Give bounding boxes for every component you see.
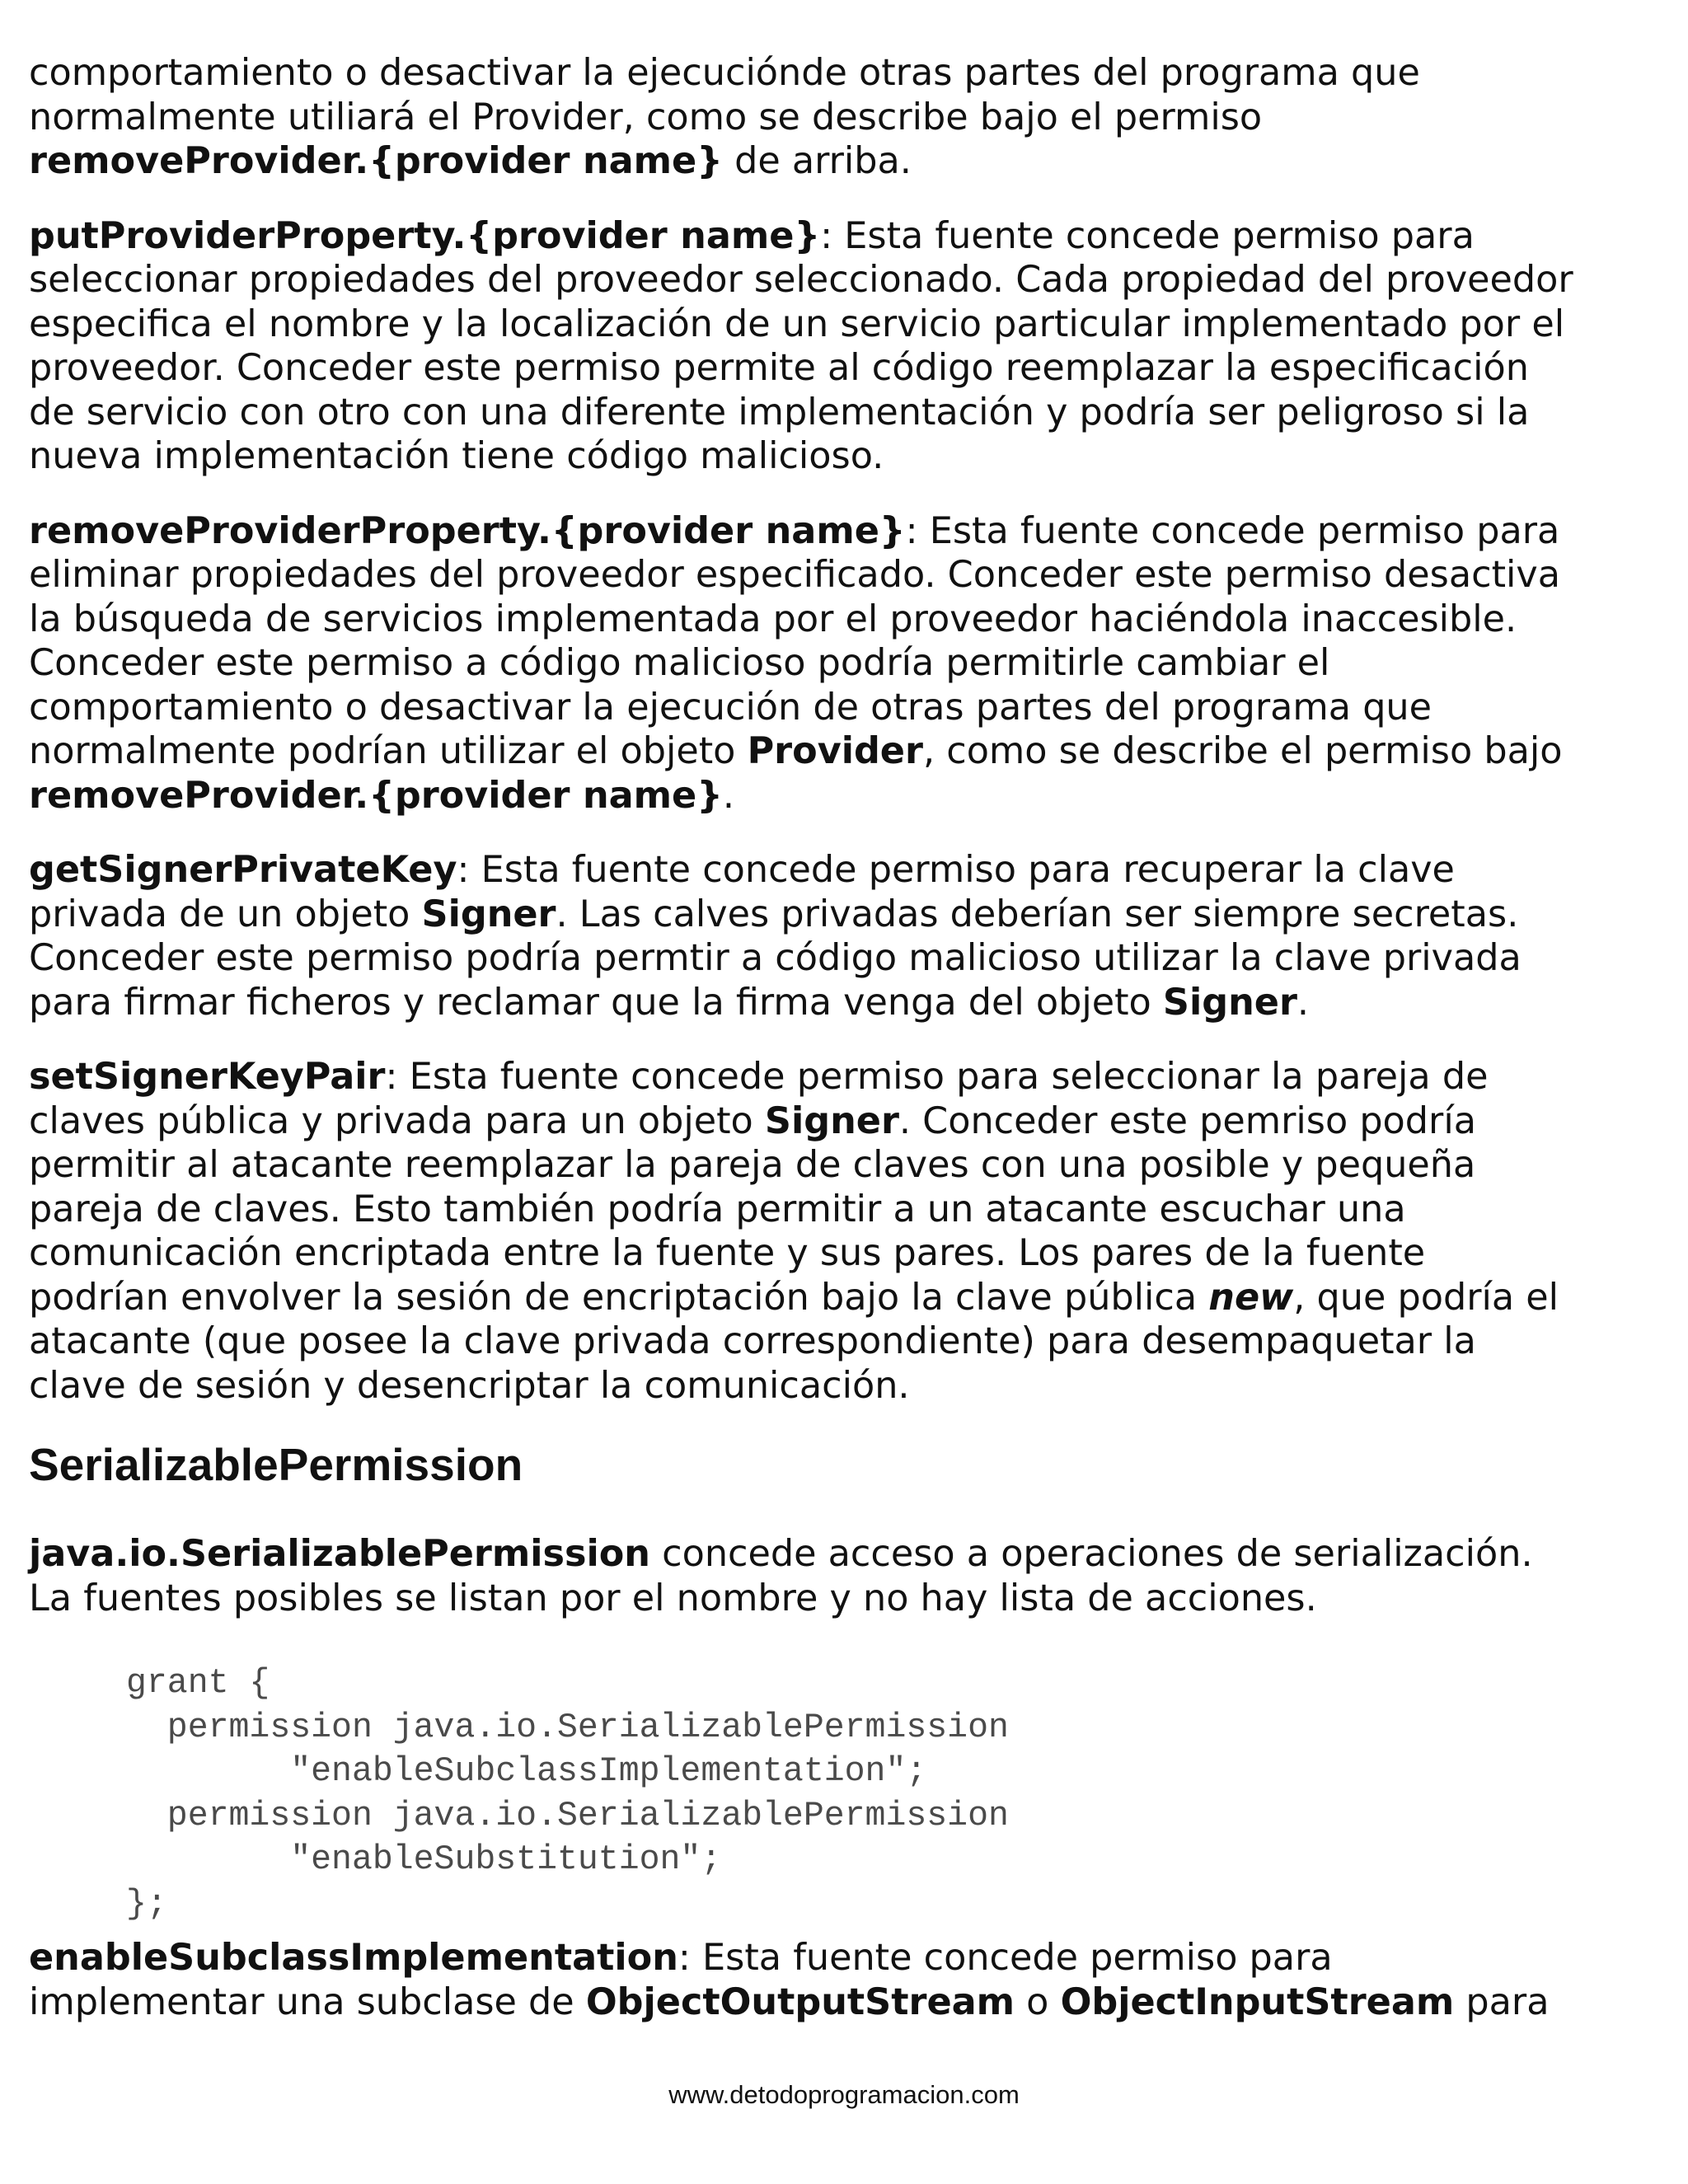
term-bold: Provider <box>747 730 923 772</box>
text-line: La fuentes posibles se listan por el nombre y no hay lista de acciones. <box>29 1577 1317 1619</box>
term-bold: removeProviderProperty.{provider name} <box>29 509 906 552</box>
term-bold: setSignerKeyPair <box>29 1056 386 1098</box>
term-bold: removeProvider.{provider name} <box>29 774 723 817</box>
text-line: la búsqueda de servicios implementada por el proveedor haciéndola inaccesible. <box>29 598 1517 640</box>
text-line: removeProvider.{provider name} de arriba. <box>29 140 912 182</box>
paragraph-serializable-permission-intro <box>29 1532 1665 1620</box>
paragraph-remove-provider-continuation <box>29 51 1665 184</box>
text-line: removeProviderProperty.{provider name}: Esta fuente concede permiso para <box>29 509 1560 552</box>
term-bold: Signer <box>421 893 556 935</box>
text-line: getSignerPrivateKey: Esta fuente concede permiso para recuperar la clave <box>29 849 1455 891</box>
footer-url: www.detodoprogramacion.com <box>668 2080 1020 2109</box>
text-line: putProviderProperty.{provider name}: Esta fuente concede permiso para <box>29 214 1475 257</box>
text-line: eliminar propiedades del proveedor especificado. Conceder este permiso desactiva <box>29 554 1560 596</box>
text-line: claves pública y privada para un objeto Signer. Conceder este pemriso podría <box>29 1099 1476 1142</box>
section-heading: SerializablePermission <box>29 1439 523 1490</box>
text-line: enableSubclassImplementation: Esta fuente concede permiso para <box>29 1937 1333 1979</box>
term-bold: ObjectInputStream <box>1060 1980 1455 2023</box>
document-page <box>29 51 1665 2055</box>
term-bold: ObjectOutputStream <box>585 1980 1015 2023</box>
text-line: proveedor. Conceder este permiso permite al código reemplazar la especificación <box>29 347 1529 389</box>
text-line: Conceder este permiso a código malicioso podría permitirle cambiar el <box>29 642 1330 684</box>
text-line: especifica el nombre y la localización de un servicio particular implementado por el <box>29 302 1565 345</box>
text-line: seleccionar propiedades del proveedor seleccionado. Cada propiedad del proveedor <box>29 259 1573 301</box>
paragraph-set-signer-key-pair <box>29 1055 1665 1408</box>
text-line: privada de un objeto Signer. Las calves privadas deberían ser siempre secretas. <box>29 893 1519 935</box>
term-bold: Signer <box>764 1099 899 1142</box>
text-line: permitir al atacante reemplazar la pareja de claves con una posible y pequeña <box>29 1144 1476 1186</box>
term-bold: Signer <box>1162 981 1297 1024</box>
text-line: clave de sesión y desencriptar la comunicación. <box>29 1364 910 1407</box>
paragraph-put-provider-property <box>29 214 1665 479</box>
text-line: podrían envolver la sesión de encriptación bajo la clave pública new, que podría el <box>29 1276 1559 1319</box>
text-line: setSignerKeyPair: Esta fuente concede permiso para seleccionar la pareja de <box>29 1056 1489 1098</box>
text-line: comunicación encriptada entre la fuente y sus pares. Los pares de la fuente <box>29 1232 1426 1274</box>
text-line: Conceder este permiso podría permtir a código malicioso utilizar la clave privada <box>29 937 1522 979</box>
paragraph-remove-provider-property <box>29 509 1665 818</box>
text-line: comportamiento o desactivar la ejecuciónde otras partes del programa que <box>29 52 1420 94</box>
text-line: comportamiento o desactivar la ejecución de otras partes del programa que <box>29 686 1432 729</box>
text-line: normalmente podrían utilizar el objeto Provider, como se describe el permiso bajo <box>29 730 1563 772</box>
term-bold: java.io.SerializablePermission <box>29 1533 650 1575</box>
text-line: removeProvider.{provider name}. <box>29 774 735 817</box>
text-line: nueva implementación tiene código malicioso. <box>29 435 884 477</box>
text-line: normalmente utiliará el Provider, como se describe bajo el permiso <box>29 96 1263 138</box>
term-bold: getSignerPrivateKey <box>29 849 457 891</box>
term-bold: enableSubclassImplementation <box>29 1937 678 1979</box>
term-bold: putProviderProperty.{provider name} <box>29 214 821 257</box>
text-line: de servicio con otro con una diferente implementación y podría ser peligroso si la <box>29 391 1530 434</box>
text-line: para firmar ficheros y reclamar que la firma venga del objeto Signer. <box>29 981 1310 1024</box>
text-line: atacante (que posee la clave privada correspondiente) para desempaquetar la <box>29 1320 1476 1362</box>
code-block: grant { permission java.io.SerializablePermission "enableSubclassImplementation"; permission java.io.SerializablePermission "enableSubstitution"; }; <box>126 1664 1009 1924</box>
text-line: implementar una subclase de ObjectOutputStream o ObjectInputStream para <box>29 1980 1550 2023</box>
paragraph-enable-subclass-implementation <box>29 1936 1665 2024</box>
text-line: java.io.SerializablePermission concede acceso a operaciones de serialización. <box>29 1533 1533 1575</box>
term-bold: removeProvider.{provider name} <box>29 140 723 182</box>
term-bold-italic: new <box>1208 1276 1294 1319</box>
text-line: pareja de claves. Esto también podría permitir a un atacante escuchar una <box>29 1188 1406 1230</box>
paragraph-get-signer-private-key <box>29 848 1665 1024</box>
